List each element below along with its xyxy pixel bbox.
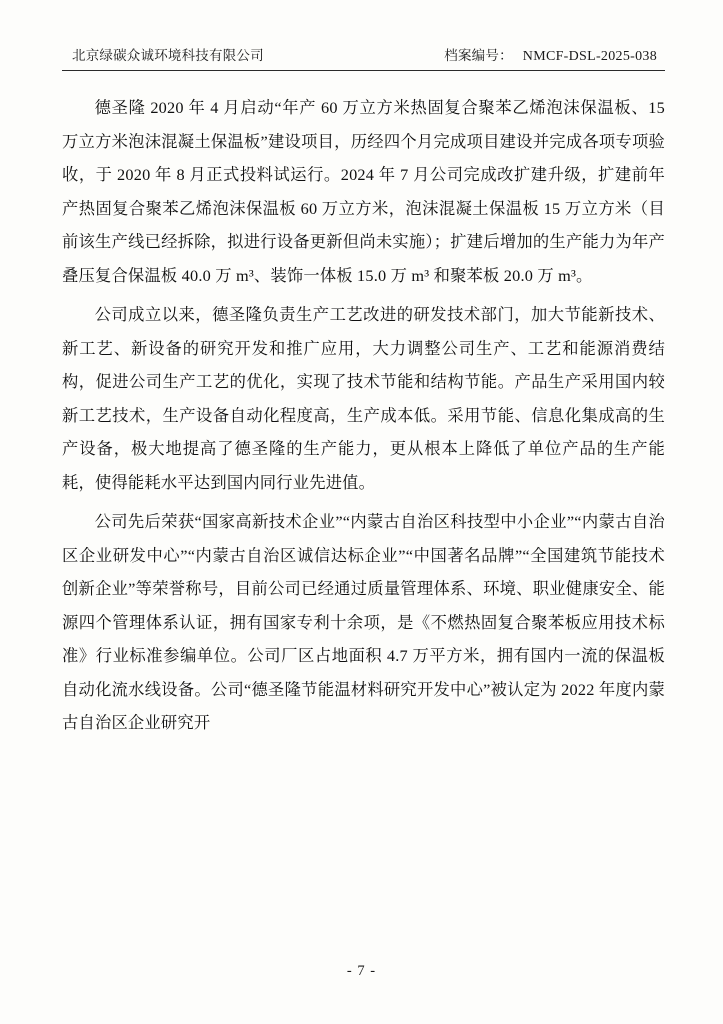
paragraph: 公司成立以来，德圣隆负责生产工艺改进的研发技术部门，加大节能新技术、新工艺、新设备的研究开发和推广应用，大力调整公司生产、工艺和能源消费结构，促进公司生产工艺的优化，实现了技术节能和结构节能。产品生产采用国内较新工艺技术，生产设备自动化程度高，生产成本低。采用节能、信息化集成高的生产设备，极大地提高了德圣隆的生产能力，更从根本上降低了单位产品的生产能耗，使得能耗水平达到国内同行业先进值。 [62, 305, 665, 492]
archive-code: NMCF-DSL-2025-038 [522, 49, 657, 64]
header-company-name: 北京绿碳众诚环境科技有限公司 [72, 48, 264, 63]
header-archive [444, 44, 657, 65]
paragraph: 德圣隆 2020 年 4 月启动“年产 60 万立方米热固复合聚苯乙烯泡沫保温板、15 万立方米泡沫混凝土保温板”建设项目，历经四个月完成项目建设并完成各项专项验收，于 2020 年 8 月正式投料试运行。2024 年 7 月公司完成改扩建升级，扩建前年产热固复合聚苯乙烯泡沫保温板 60 万立方米，泡沫混凝土保温板 15 万立方米（目前该生产线已经拆除，拟进行设备更新但尚未实施）；扩建后增加的生产能力为年产叠压复合保温板 40.0 万 m³、装饰一体板 15.0 万 m³ 和聚苯板 20.0 万 m³。 [62, 98, 665, 285]
page-header [62, 44, 665, 71]
paragraph: 公司先后荣获“国家高新技术企业”“内蒙古自治区科技型中小企业”“内蒙古自治区企业研发中心”“内蒙古自治区诚信达标企业”“中国著名品牌”“全国建筑节能技术创新企业”等荣誉称号，目前公司已经通过质量管理体系、环境、职业健康安全、能源四个管理体系认证，拥有国家专利十余项，是《不燃热固复合聚苯板应用技术标准》行业标准参编单位。公司厂区占地面积 4.7 万平方米，拥有国内一流的保温板自动化流水线设备。公司“德圣隆节能温材料研究开发中心”被认定为 2022 年度内蒙古自治区企业研究开 [62, 512, 665, 732]
archive-label: 档案编号： [444, 48, 513, 63]
page-number: - 7 - [346, 963, 377, 979]
document-body [62, 91, 665, 740]
